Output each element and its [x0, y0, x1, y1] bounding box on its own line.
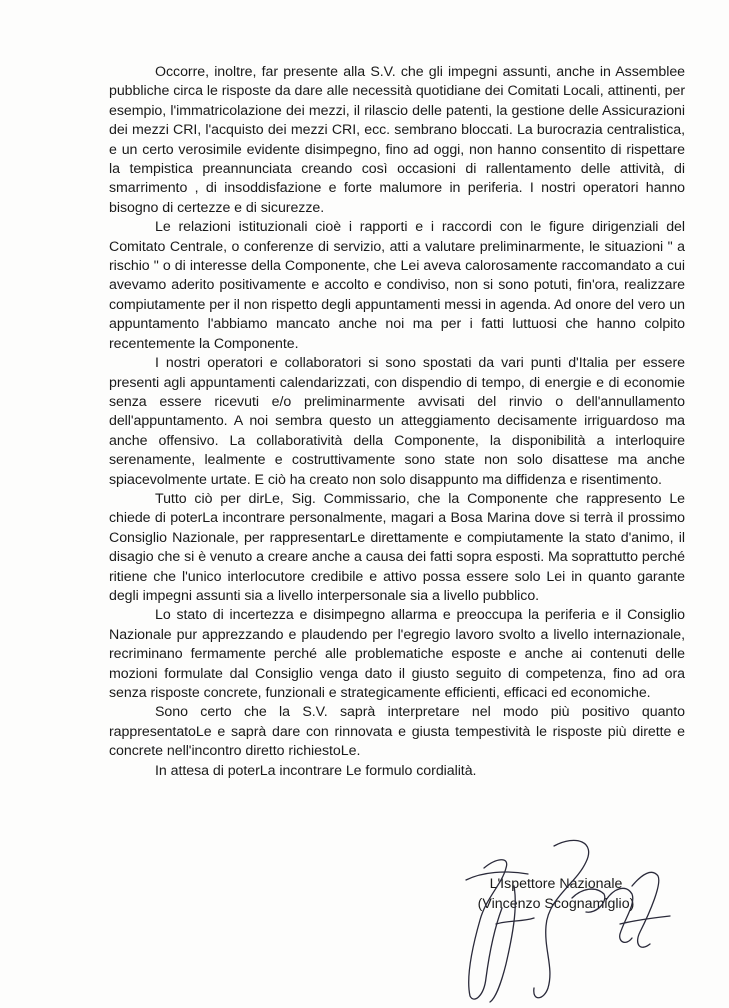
- paragraph-6: Sono certo che la S.V. saprà interpretare nel modo più positivo quanto rappresentatoLe e saprà dare con rinnovata e giusta tempestività le risposte più dirette e concrete nell'incontro diretto richiestoLe.: [109, 704, 685, 760]
- signatory-name: (Vincenzo Scognamiglio): [477, 896, 635, 912]
- handwritten-signature: [436, 828, 676, 1006]
- paragraph-4: Tutto ciò per dirLe, Sig. Commissario, che la Componente che rappresento Le chiede di poterLa incontrare personalmente, magari a Bosa Marina dove si terrà il prossimo Consiglio Nazionale, per rappresentarLe direttamente e compiutamente la stato d'animo, il disagio che si è venuto a creare anche a causa dei fatti sopra esposti. Ma soprattutto perché ritiene che l'unico interlocutore credibile e attivo possa essere solo Lei in quanto garante degli impegni assunti sia a livello interpersonale sia a livello pubblico.: [109, 490, 685, 604]
- signatory-role: L'Ispettore Nazionale: [489, 876, 623, 892]
- letter-body: [109, 63, 685, 781]
- paragraph-3: I nostri operatori e collaboratori si sono spostati da vari punti d'Italia per essere presenti agli appuntamenti calendarizzati, con dispendio di tempo, di energie e di economie senza essere ricevuti e/o preliminarmente avvisati del rinvio o dell'annullamento dell'appuntamento. A noi sembra questo un atteggiamento decisamente irriguardoso ma anche offensivo. La collaboratività della Componente, la disponibilità a interloquire serenamente, lealmente e costruttivamente sono state non solo disattese ma anche spiacevolmente urtate. E ciò ha creato non solo disappunto ma diffidenza e risentimento.: [109, 355, 685, 488]
- paragraph-1: Occorre, inoltre, far presente alla S.V. che gli impegni assunti, anche in Assemblee pubbliche circa le risposte da dare alle necessità quotidiane dei Comitati Locali, attinenti, per esempio, l'immatricolazione dei mezzi, il rilascio delle patenti, la gestione delle Assicurazioni dei mezzi CRI, l'acquisto dei mezzi CRI, ecc. sembrano bloccati. La burocrazia centralistica, e un certo verosimile evidente disimpegno, fino ad oggi, non hanno consentito di rispettare la tempistica preannunciata creando così occasioni di rallentamento delle attività, di smarrimento , di insoddisfazione e forte malumore in periferia. I nostri operatori hanno bisogno di certezze e di sicurezze.: [109, 64, 685, 216]
- signature-block: [456, 874, 656, 914]
- paragraph-5: Lo stato di incertezza e disimpegno allarma e preoccupa la periferia e il Consiglio Nazionale pur apprezzando e plaudendo per l'egregio lavoro svolto a livello internazionale, recriminano fermamente perché alle problematiche esposte e anche ai contenuti delle mozioni formulate dal Consiglio venga dato il giusto seguito di competenza, fino ad ora senza risposte concrete, funzionali e strategicamente efficienti, efficaci ed economiche.: [109, 607, 685, 701]
- paragraph-2: Le relazioni istituzionali cioè i rapporti e i raccordi con le figure dirigenziali del Comitato Centrale, o conferenze di servizio, atti a valutare preliminarmente, le situazioni " a rischio " o di interesse della Componente, che Lei aveva calorosamente raccomandato a cui avevamo aderito positivamente e accolto e condiviso, non si sono potuti, fin'ora, realizzare compiutamente per il non rispetto degli appuntamenti messi in agenda. Ad onore del vero un appuntamento l'abbiamo mancato anche noi ma per i fatti luttuosi che hanno colpito recentemente la Componente.: [109, 219, 685, 352]
- paragraph-7: In attesa di poterLa incontrare Le formulo cordialità.: [155, 762, 477, 779]
